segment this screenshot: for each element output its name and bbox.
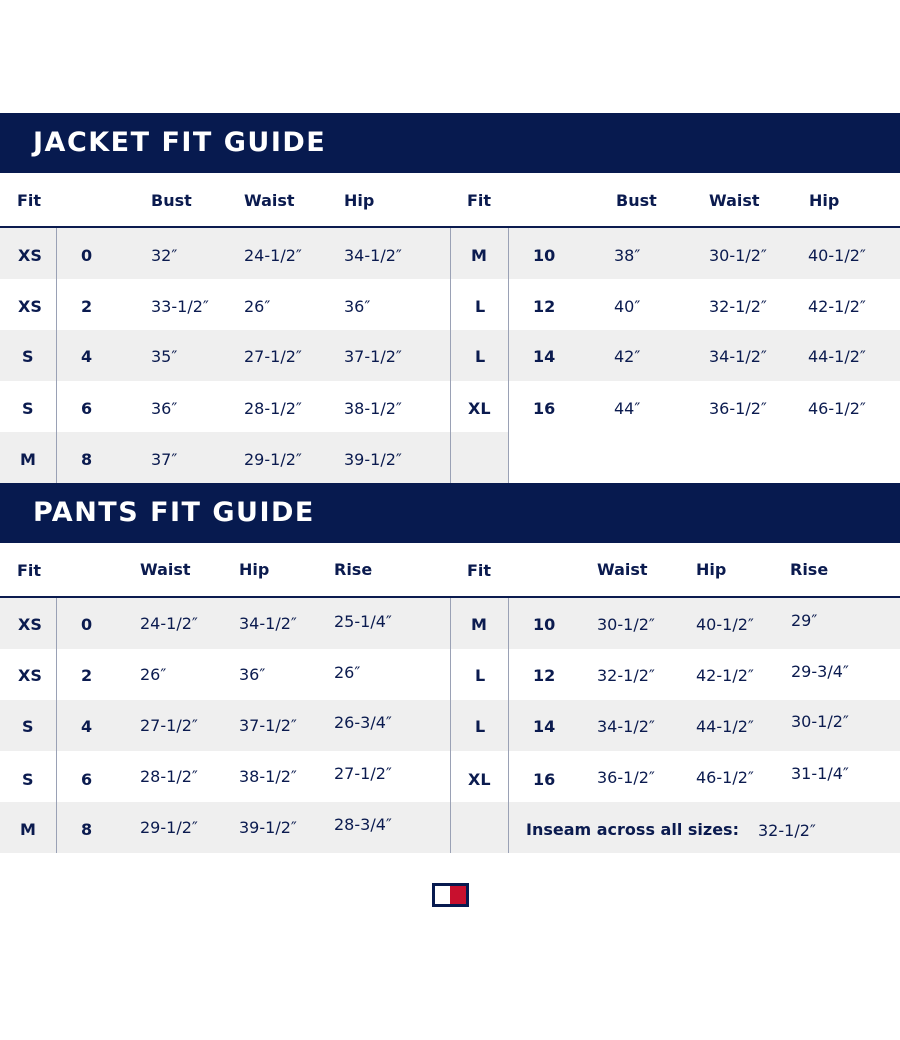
pants-hip-cell: 34-1/2″: [239, 614, 297, 633]
jacket-hip-cell: 39-1/2″: [344, 450, 402, 469]
flag-white: [435, 886, 450, 904]
pants-header-waist-right: Waist: [597, 560, 648, 579]
pants-size-cell: 4: [81, 717, 93, 736]
pants-size-cell: 2: [81, 666, 93, 685]
pants-waist-cell: 29-1/2″: [140, 818, 198, 837]
pants-hip-cell: 36″: [239, 665, 266, 684]
jacket-waist-cell: 36-1/2″: [709, 399, 767, 418]
jacket-hip-cell: 34-1/2″: [344, 246, 402, 265]
pants-hip-cell: 44-1/2″: [696, 717, 754, 736]
tommy-flag-icon: [432, 883, 469, 907]
pants-fit-cell: XL: [468, 770, 491, 789]
pants-divider: [450, 598, 451, 853]
pants-header-fit-left: Fit: [17, 561, 42, 580]
flag-red: [450, 886, 466, 904]
pants-hip-cell: 38-1/2″: [239, 767, 297, 786]
pants-header-rise-left: Rise: [334, 560, 373, 579]
jacket-section-title: JACKET FIT GUIDE: [33, 127, 327, 158]
pants-fit-cell: S: [22, 770, 34, 789]
pants-rise-cell: 29″: [791, 611, 818, 630]
jacket-fit-cell: L: [475, 297, 486, 316]
jacket-divider: [508, 228, 509, 483]
jacket-bust-cell: 35″: [151, 347, 178, 366]
pants-header-rise-right: Rise: [790, 560, 829, 579]
jacket-header-bust-right: Bust: [616, 191, 657, 210]
jacket-size-cell: 16: [533, 399, 556, 418]
pants-waist-cell: 34-1/2″: [597, 717, 655, 736]
jacket-bust-cell: 33-1/2″: [151, 297, 209, 316]
jacket-hip-cell: 46-1/2″: [808, 399, 866, 418]
pants-header-hip-left: Hip: [239, 560, 270, 579]
jacket-size-cell: 6: [81, 399, 93, 418]
jacket-bust-cell: 38″: [614, 246, 641, 265]
jacket-header-hip-right: Hip: [809, 191, 840, 210]
pants-waist-cell: 24-1/2″: [140, 614, 198, 633]
inseam-label: Inseam across all sizes:: [526, 820, 739, 839]
pants-fit-cell: L: [475, 717, 486, 736]
pants-waist-cell: 32-1/2″: [597, 666, 655, 685]
pants-size-cell: 8: [81, 820, 93, 839]
jacket-bust-cell: 37″: [151, 450, 178, 469]
pants-waist-cell: 36-1/2″: [597, 768, 655, 787]
jacket-divider: [450, 228, 451, 483]
jacket-header-fit-left: Fit: [17, 191, 42, 210]
jacket-bust-cell: 42″: [614, 347, 641, 366]
jacket-fit-cell: M: [20, 450, 36, 469]
jacket-fit-cell: S: [22, 399, 34, 418]
pants-fit-cell: M: [471, 615, 487, 634]
pants-fit-cell: L: [475, 666, 486, 685]
pants-hip-cell: 39-1/2″: [239, 818, 297, 837]
jacket-header-waist-right: Waist: [709, 191, 760, 210]
pants-hip-cell: 46-1/2″: [696, 768, 754, 787]
jacket-size-cell: 2: [81, 297, 93, 316]
pants-fit-cell: XS: [18, 666, 42, 685]
pants-section-title: PANTS FIT GUIDE: [33, 497, 315, 528]
jacket-section-banner: [0, 113, 900, 173]
jacket-size-cell: 12: [533, 297, 556, 316]
pants-divider: [508, 598, 509, 853]
jacket-waist-cell: 27-1/2″: [244, 347, 302, 366]
pants-header-waist-left: Waist: [140, 560, 191, 579]
jacket-fit-cell: L: [475, 347, 486, 366]
jacket-hip-cell: 42-1/2″: [808, 297, 866, 316]
pants-fit-cell: XS: [18, 615, 42, 634]
jacket-fit-cell: M: [471, 246, 487, 265]
jacket-divider: [56, 228, 57, 483]
pants-header-hip-right: Hip: [696, 560, 727, 579]
jacket-fit-cell: XL: [468, 399, 491, 418]
jacket-waist-cell: 32-1/2″: [709, 297, 767, 316]
jacket-fit-cell: S: [22, 347, 34, 366]
pants-section-banner: [0, 483, 900, 543]
jacket-header-bust-left: Bust: [151, 191, 192, 210]
jacket-hip-cell: 40-1/2″: [808, 246, 866, 265]
jacket-waist-cell: 24-1/2″: [244, 246, 302, 265]
pants-size-cell: 10: [533, 615, 556, 634]
jacket-fit-cell: XS: [18, 246, 42, 265]
pants-waist-cell: 30-1/2″: [597, 615, 655, 634]
pants-divider: [56, 598, 57, 853]
jacket-hip-cell: 37-1/2″: [344, 347, 402, 366]
jacket-fit-cell: XS: [18, 297, 42, 316]
jacket-waist-cell: 34-1/2″: [709, 347, 767, 366]
jacket-size-cell: 14: [533, 347, 556, 366]
jacket-header-waist-left: Waist: [244, 191, 295, 210]
jacket-hip-cell: 38-1/2″: [344, 399, 402, 418]
jacket-bust-cell: 36″: [151, 399, 178, 418]
jacket-hip-cell: 36″: [344, 297, 371, 316]
pants-rise-cell: 25-1/4″: [334, 612, 392, 631]
jacket-bust-cell: 44″: [614, 399, 641, 418]
jacket-hip-cell: 44-1/2″: [808, 347, 866, 366]
pants-rise-cell: 26″: [334, 663, 361, 682]
pants-size-cell: 12: [533, 666, 556, 685]
jacket-size-cell: 8: [81, 450, 93, 469]
pants-rise-cell: 29-3/4″: [791, 662, 849, 681]
pants-hip-cell: 37-1/2″: [239, 716, 297, 735]
jacket-header-fit-right: Fit: [467, 191, 492, 210]
pants-waist-cell: 27-1/2″: [140, 716, 198, 735]
inseam-value: 32-1/2″: [758, 821, 816, 840]
pants-rise-cell: 28-3/4″: [334, 815, 392, 834]
pants-fit-cell: M: [20, 820, 36, 839]
pants-size-cell: 0: [81, 615, 93, 634]
jacket-size-cell: 0: [81, 246, 93, 265]
pants-rise-cell: 31-1/4″: [791, 764, 849, 783]
pants-waist-cell: 26″: [140, 665, 167, 684]
jacket-waist-cell: 26″: [244, 297, 271, 316]
pants-rise-cell: 26-3/4″: [334, 713, 392, 732]
pants-waist-cell: 28-1/2″: [140, 767, 198, 786]
jacket-bust-cell: 40″: [614, 297, 641, 316]
jacket-header-hip-left: Hip: [344, 191, 375, 210]
pants-size-cell: 16: [533, 770, 556, 789]
jacket-size-cell: 10: [533, 246, 556, 265]
jacket-bust-cell: 32″: [151, 246, 178, 265]
pants-fit-cell: S: [22, 717, 34, 736]
jacket-waist-cell: 30-1/2″: [709, 246, 767, 265]
jacket-size-cell: 4: [81, 347, 93, 366]
jacket-waist-cell: 28-1/2″: [244, 399, 302, 418]
pants-size-cell: 14: [533, 717, 556, 736]
pants-rise-cell: 30-1/2″: [791, 712, 849, 731]
pants-header-fit-right: Fit: [467, 561, 492, 580]
pants-hip-cell: 40-1/2″: [696, 615, 754, 634]
jacket-waist-cell: 29-1/2″: [244, 450, 302, 469]
pants-rise-cell: 27-1/2″: [334, 764, 392, 783]
pants-size-cell: 6: [81, 770, 93, 789]
pants-hip-cell: 42-1/2″: [696, 666, 754, 685]
